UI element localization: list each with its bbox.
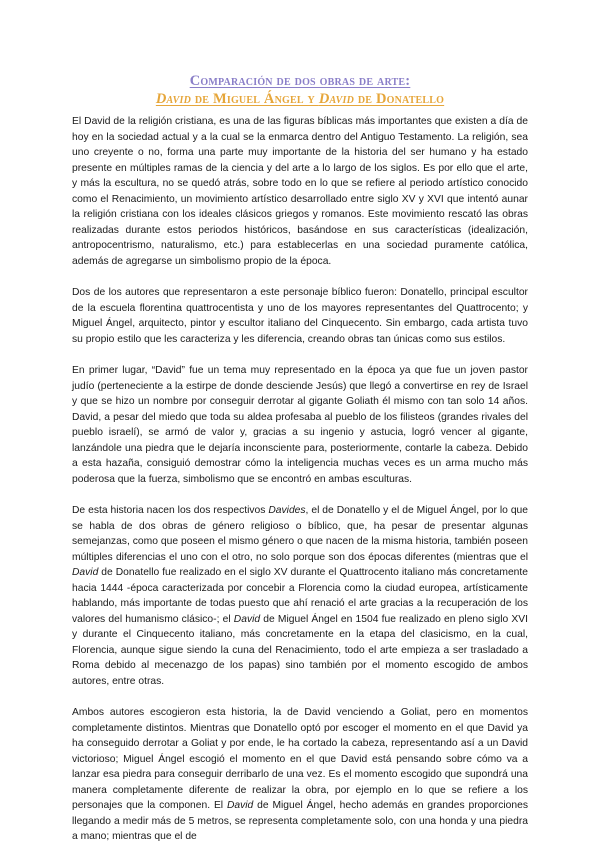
paragraph-5-part-a: Ambos autores escogieron esta historia, la de David venciendo a Goliat, pero en momentos completamente distintos. Mientras que Donatello optó por escoger el momento en el que David ya ha conseguido derrotar a Goliat y por ende, le ha cortado la cabeza, representando así a un David victorioso; Miguel Ángel escogió el momento en el que David está pensando sobre cómo va a lanzar esa piedra para conseguir derribarlo de una vez. Es el momento escogido que supondrá una manera completamente diferente de realizar la obra, por ejemplo en lo que se refiere a los personajes que la componen. El: [72, 707, 528, 811]
title-line-1-text: Comparación de dos obras de arte:: [189, 73, 411, 89]
paragraph-5-part-b: de Miguel Ángel, hecho además en grandes proporciones llegando a medir más de 5 metros, se representa completamente solo, con una honda y una piedra a mano; mientras que el de: [72, 800, 528, 842]
paragraph-4-italic-2: David: [72, 567, 99, 578]
title-line-2: [72, 90, 528, 108]
title-italic-david-1: David: [155, 91, 192, 107]
paragraph-4-part-c: de Donatello fue realizado en el siglo XV durante el Quattrocento italiano más concretamente hacia 1444 -época caracterizada por concebir a Florencia como la ciudad europea, artísticamente hablando, más importante de todas puesto que ahí renació el arte gracias a la recuperación de los valores del humanismo clásico-; el: [72, 567, 528, 625]
title-middle: de Miguel Ángel y: [191, 91, 319, 107]
paragraph-4-part-a: De esta historia nacen los dos respectivos: [72, 505, 269, 516]
paragraph-5-italic-1: David: [226, 800, 254, 811]
paragraph-5: [72, 705, 528, 845]
title-end: de Donatello: [354, 91, 445, 107]
paragraph-4-part-d: de Miguel Ángel en 1504 fue realizado en pleno siglo XVI y durante el Cinquecento italiano, más concretamente en la etapa del clasicismo, en la cual, Florencia, aunque sigue siendo la cuna del Renacimiento, todo el arte empieza a ser trasladado a Roma debido al mecenazgo de los papas) sino también por el momento escogido de ambos autores, entre otras.: [72, 613, 528, 687]
paragraph-2: Dos de los autores que representaron a este personaje bíblico fueron: Donatello, principal escultor de la escuela florentina quattrocentista y uno de los mayores representantes del Quattrocento; y Miguel Ángel, arquitecto, pintor y escultor italiano del Cinquecento. Sin embargo, cada artista tuvo su propio estilo que les caracteriza y les diferencia, creando obras tan únicas como sus estilos.: [72, 287, 528, 345]
title-line-1: [72, 72, 528, 90]
paragraph-4-italic-1: Davides: [268, 505, 306, 516]
document-body: [72, 114, 528, 845]
title-line-2-text: [156, 91, 444, 107]
paragraph-1: El David de la religión cristiana, es una de las figuras bíblicas más importantes que existen a día de hoy en la sociedad actual y a la cual se la enmarca dentro del Antiguo Testamento. La religión, sea uno creyente o no, forma una parte muy importante de la historia del ser humano y ha estado presente en múltiples ramas de la ciencia y del arte a lo largo de los siglos. Es por ello que el arte, y más la escultura, no se quedó atrás, sobre todo en lo que se refiere al periodo artístico conocido como el Renacimiento, un movimiento artístico desarrollado entre siglo XV y XVI que intentó aunar la religión cristiana con los ideales clásicos griegos y romanos. Este movimiento rescató las obras realizadas durante estos periodos históricos, basándose en sus características (idealización, antropocentrismo, naturalismo, etc.) para establecerlas en una sociedad puramente católica, además de agregarse un simbolismo propio de la época.: [72, 116, 528, 267]
title-italic-david-2: David: [318, 91, 354, 107]
paragraph-4: [72, 503, 528, 689]
paragraph-4-italic-3: David: [233, 613, 261, 625]
paragraph-3: En primer lugar, “David” fue un tema muy representado en la época ya que fue un joven pastor judío (perteneciente a la estirpe de donde desciende Jesús) que llegó a convertirse en rey de Israel y que se hizo un nombre por conseguir derrotar al gigante Goliath él mismo con tan solo 14 años. David, a pesar del miedo que toda su aldea profesaba al pueblo de los filisteos (grandes rivales del pueblo israelí), se armó de valor y, gracias a su ingenio y astucia, logró vencer al gigante, lanzándole una piedra que le dejaría inconsciente para, posteriormente, contarle la cabeza. Debido a esta hazaña, consiguió demostrar cómo la inteligencia muchas veces es un arma mucho más poderosa que la fuerza, simbolismo que se encontró en ambas esculturas.: [72, 365, 528, 485]
paragraph-4-part-b: , el de Donatello y el de Miguel Ángel, por lo que se habla de dos obras de género religioso o bíblico, que, ha pesar de presentar algunas semejanzas, como que poseen el mismo género o que nacen de la misma historia, también poseen múltiples diferencias el uno con el otro, no solo porque son dos épocas diferentes (mientras que el: [72, 505, 528, 563]
